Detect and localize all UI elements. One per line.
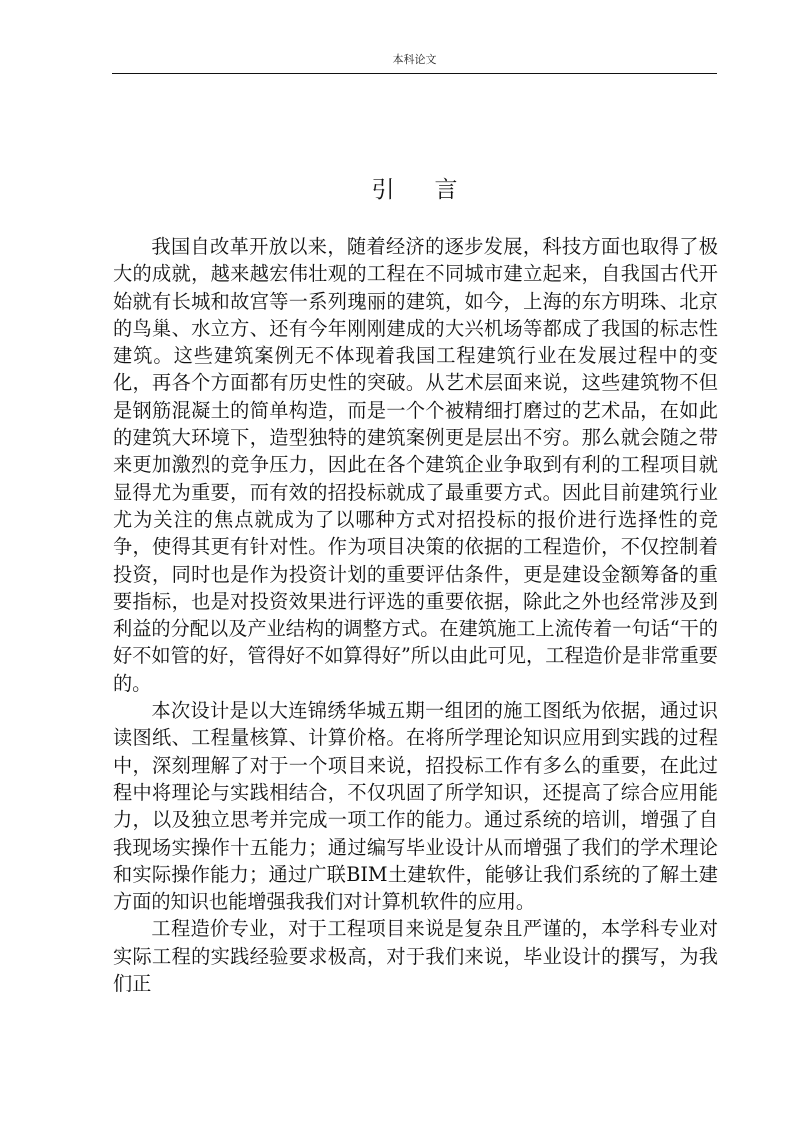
running-header: 本科论文 [392,53,437,66]
section-title: 引言 [371,177,498,203]
paragraph: 我国自改革开放以来，随着经济的逐步发展，科技方面也取得了极大的成就，越来越宏伟壮观的工程在不同城市建立起来，自我国古代开始就有长城和故宫等一系列瑰丽的建筑，如今，上海的东方明珠、北京的鸟巢、水立方、还有今年刚刚建成的大兴机场等都成了我国的标志性建筑。这些建筑案例无不体现着我国工程建筑行业在发展过程中的变化，再各个方面都有历史性的突破。从艺术层面来说，这些建筑物不但是钢筋混凝土的简单构造，而是一个个被精细打磨过的艺术品，在如此的建筑大环境下，造型独特的建筑案例更是层出不穷。那么就会随之带来更加激烈的竞争压力，因此在各个建筑企业争取到有利的工程项目就显得尤为重要，而有效的招投标就成了最重要方式。因此目前建筑行业尤为关注的焦点就成为了以哪种方式对招投标的报价进行选择性的竞争，使得其更有针对性。作为项目决策的依据的工程造价，不仅控制着投资，同时也是作为投资计划的重要评估条件，更是建设金额筹备的重要指标，也是对投资效果进行评选的重要依据，除此之外也经常涉及到利益的分配以及产业结构的调整方式。在建筑施工上流传着一句话“干的好不如管的好，管得好不如算得好”所以由此可见，工程造价是非常重要的。 [113,235,718,695]
body-text [113,233,718,997]
paragraph: 本次设计是以大连锦绣华城五期一组团的施工图纸为依据，通过识读图纸、工程量核算、计算价格。在将所学理论知识应用到实践的过程中，深刻理解了对于一个项目来说，招投标工作有多么的重要，在此过程中将理论与实践相结合，不仅巩固了所学知识，还提高了综合应用能力，以及独立思考并完成一项工作的能力。通过系统的培训，增强了自我现场实操作十五能力；通过编写毕业设计从而增强了我们的学术理论和实际操作能力；通过广联BIM土建软件，能够让我们系统的了解土建方面的知识也能增强我我们对计算机软件的应用。 [113,699,718,914]
header-divider [112,73,717,74]
paragraph: 工程造价专业，对于工程项目来说是复杂且严谨的，本学科专业对实际工程的实践经验要求极高，对于我们来说，毕业设计的撰写，为我们正 [113,917,718,996]
